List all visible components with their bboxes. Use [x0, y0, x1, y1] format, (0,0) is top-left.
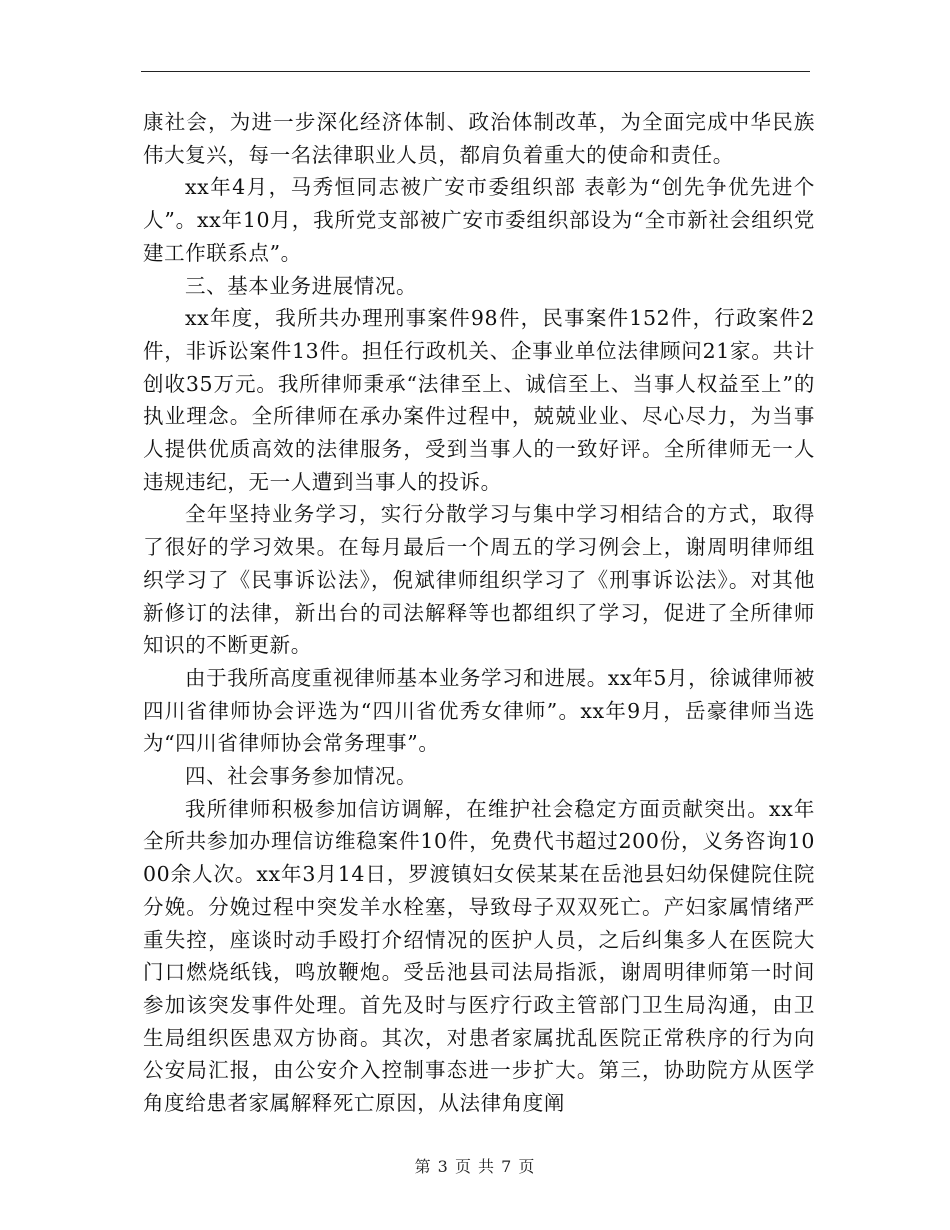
paragraph-case-statistics: xx年度，我所共办理刑事案件98件，民事案件152件，行政案件2件，非诉讼案件13件。担任行政机关、企事业单位法律顾问21家。共计创收35万元。我所律师秉承“法律至上、诚信至上、当事人权益至上”的执业理念。全所律师在承办案件过程中，兢兢业业、尽心尽力，为当事人提供优质高效的法律服务，受到当事人的一致好评。全所律师无一人违规违纪，无一人遭到当事人的投诉。	[143, 306, 815, 494]
section-heading-basic-business: 三、基本业务进展情况。	[185, 273, 418, 298]
header-rule	[141, 71, 810, 72]
section-heading-social-affairs: 四、社会事务参加情况。	[185, 764, 418, 789]
paragraph-lawyer-honors: 由于我所高度重视律师基本业务学习和进展。xx年5月，徐诚律师被四川省律师协会评选为“四川省优秀女律师”。xx年9月，岳豪律师当选为“四川省律师协会常务理事”。	[143, 665, 815, 756]
paragraph-award-2: xx年4月，马秀恒同志被广安市委组织部 表彰为“创先争优先进个人”。xx年10月，我所党支部被广安市委组织部设为“全市新社会组织党建工作联系点”。	[143, 175, 815, 265]
document-body	[143, 106, 815, 1120]
page-number: 第 3 页 共 7 页	[414, 1157, 536, 1176]
paragraph-petition-mediation: 我所律师积极参加信访调解，在维护社会稳定方面贡献突出。xx年全所共参加办理信访维稳案件10件，免费代书超过200份，义务咨询1000余人次。xx年3月14日，罗渡镇妇女侯某某在岳池县妇幼保健院住院分娩。分娩过程中突发羊水栓塞，导致母子双双死亡。产妇家属情绪严重失控，座谈时动手殴打介绍情况的医护人员，之后纠集多人在医院大门口燃烧纸钱，鸣放鞭炮。受岳池县司法局指派，谢周明律师第一时间参加该突发事件处理。首先及时与医疗行政主管部门卫生局沟通，由卫生局组织医患双方协商。其次，对患者家属扰乱医院正常秩序的行为向公安局汇报，由公安介入控制事态进一步扩大。第三，协助院方从医学角度给患者家属解释死亡原因，从法律角度阐	[143, 796, 815, 1116]
paragraph-continuation: 康社会，为进一步深化经济体制、政治体制改革，为全面完成中华民族伟大复兴，每一名法律职业人员，都肩负着重大的使命和责任。	[143, 110, 815, 167]
paragraph-business-study: 全年坚持业务学习，实行分散学习与集中学习相结合的方式，取得了很好的学习效果。在每月最后一个周五的学习例会上，谢周明律师组织学习了《民事诉讼法》，倪斌律师组织学习了《刑事诉讼法》。对其他新修订的法律，新出台的司法解释等也都组织了学习，促进了全所律师知识的不断更新。	[143, 502, 815, 658]
